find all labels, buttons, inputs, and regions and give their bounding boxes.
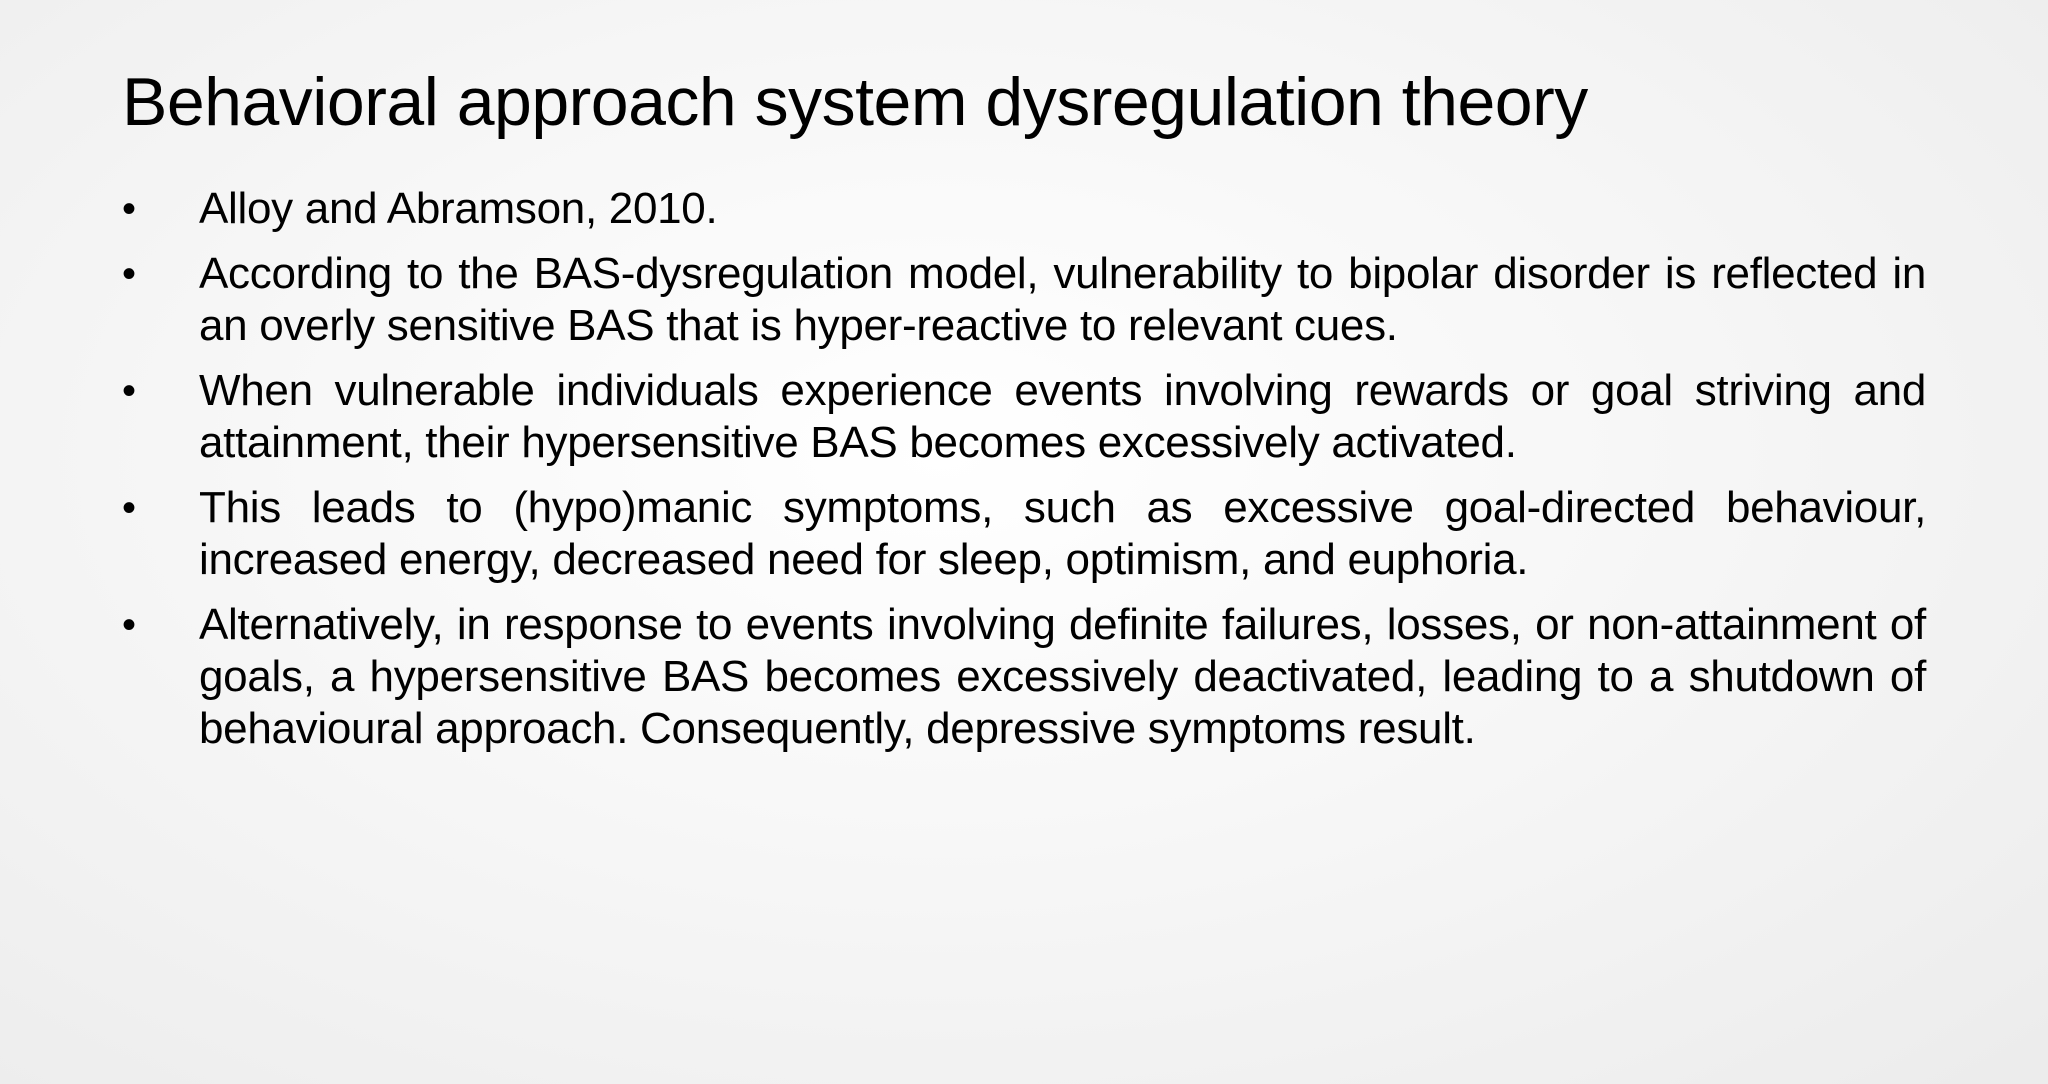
bullet-dot-icon: • (122, 603, 136, 647)
bullet-item (122, 248, 1926, 352)
bullet-text: When vulnerable individuals experience events involving rewards or goal striving and attainment, their hypersensitive BAS becomes excessively activated. (199, 366, 1926, 467)
bullet-list (122, 183, 1926, 768)
bullet-text: Alternatively, in response to events involving definite failures, losses, or non-attainment of goals, a hypersensitive BAS becomes excessively deactivated, leading to a shutdown of behavioural approach. Consequently, depressive symptoms result. (199, 600, 1926, 753)
bullet-item (122, 482, 1926, 586)
bullet-dot-icon: • (122, 486, 136, 530)
bullet-text: This leads to (hypo)manic symptoms, such as excessive goal-directed behaviour, increased energy, decreased need for sleep, optimism, and euphoria. (199, 483, 1926, 584)
bullet-dot-icon: • (122, 252, 136, 296)
bullet-text: Alloy and Abramson, 2010. (199, 184, 718, 233)
bullet-item (122, 599, 1926, 755)
bullet-item (122, 183, 1926, 235)
bullet-dot-icon: • (122, 369, 136, 413)
bullet-text: According to the BAS-dysregulation model, vulnerability to bipolar disorder is reflected in an overly sensitive BAS that is hyper-reactive to relevant cues. (199, 249, 1926, 350)
bullet-item (122, 365, 1926, 469)
bullet-dot-icon: • (122, 187, 136, 231)
slide-title: Behavioral approach system dysregulation theory (122, 64, 1588, 140)
